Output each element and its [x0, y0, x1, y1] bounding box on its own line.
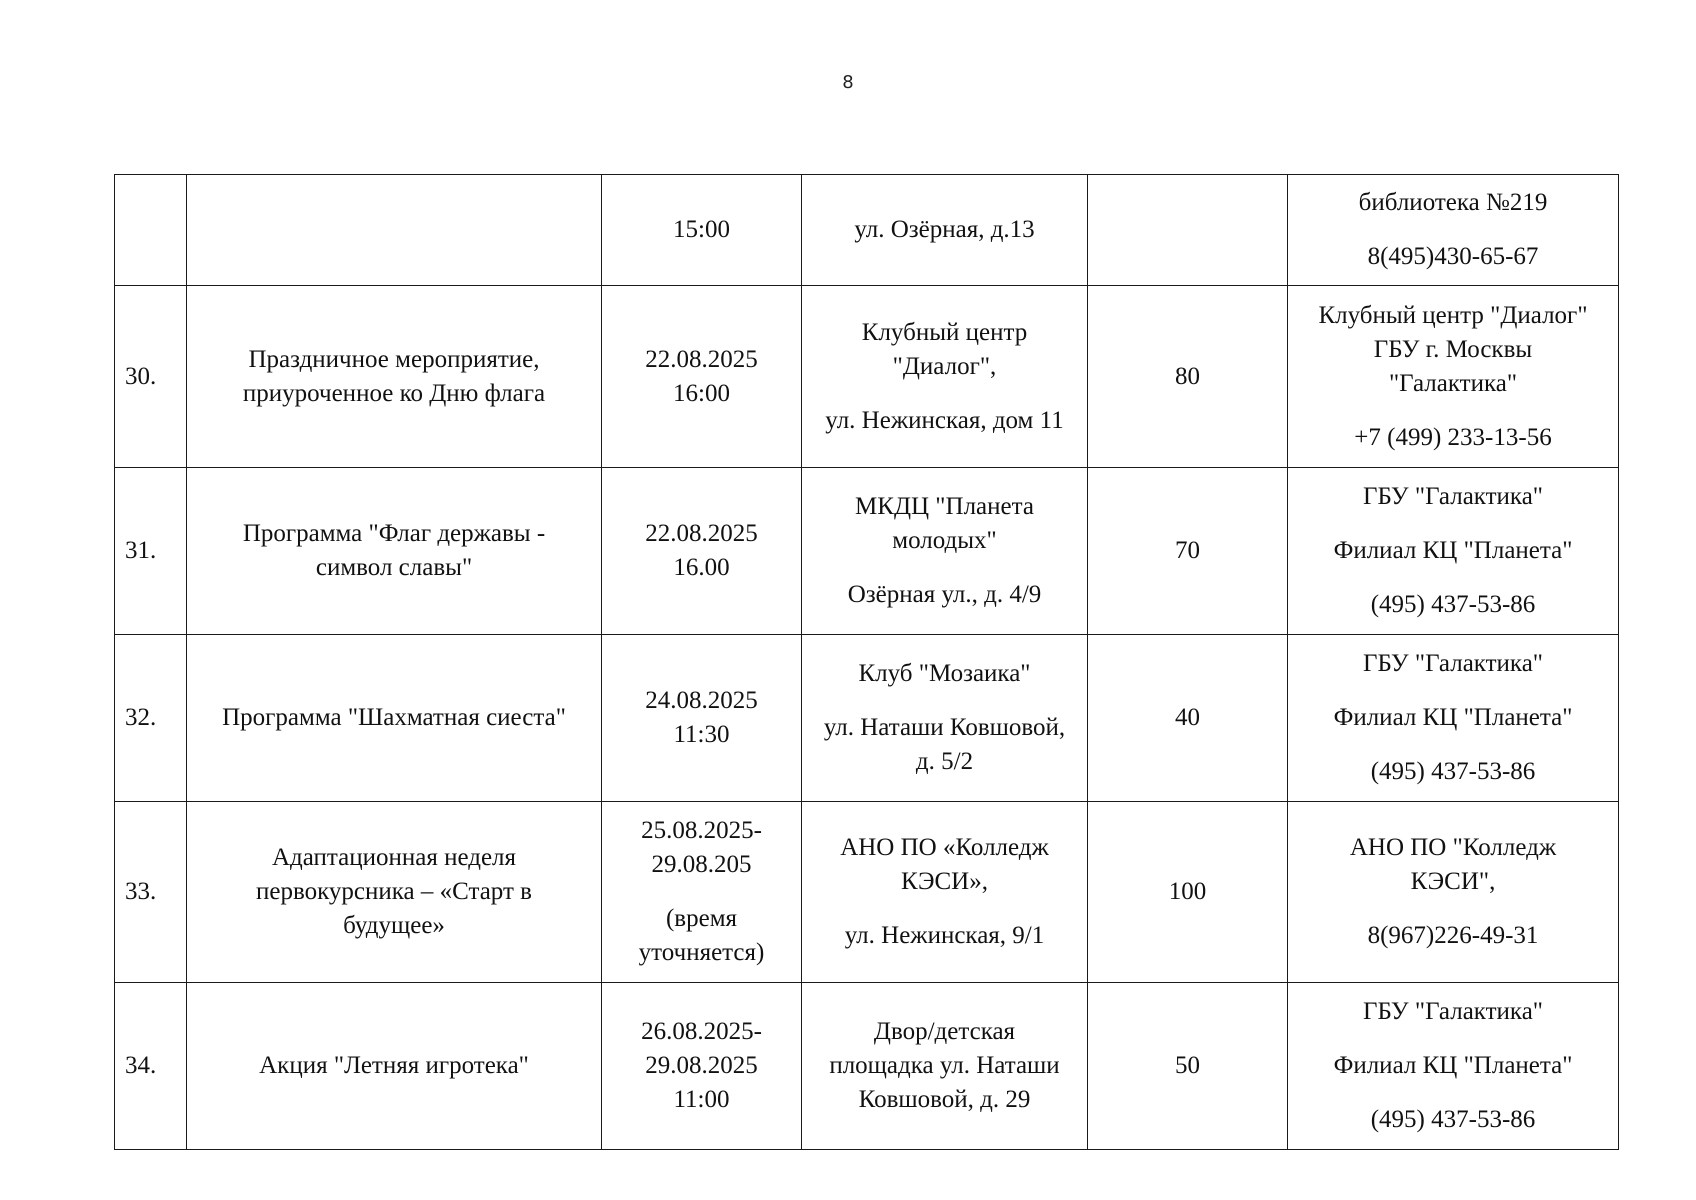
participants-count-cell: 40 — [1088, 635, 1288, 802]
cell-line: Программа "Флаг державы - — [242, 520, 546, 547]
cell-line: 26.08.2025- — [641, 1018, 762, 1045]
cell-line: 29.08.205 — [651, 851, 752, 878]
venue-cell — [802, 983, 1088, 1150]
cell-line: Филиал КЦ "Планета" — [1333, 704, 1573, 731]
cell-line: Адаптационная неделя — [271, 844, 517, 871]
participants-count-cell: 80 — [1088, 286, 1288, 468]
date-time-cell — [602, 286, 802, 468]
cell-line: 8(967)226-49-31 — [1367, 922, 1539, 949]
event-name-cell — [187, 635, 602, 802]
cell-line: Филиал КЦ "Планета" — [1333, 1052, 1573, 1079]
cell-line: "Диалог", — [892, 352, 997, 380]
line-gap — [1294, 1029, 1612, 1049]
line-gap — [1294, 568, 1612, 588]
events-table-body — [115, 175, 1619, 1150]
table-row — [115, 802, 1619, 983]
table-row — [115, 468, 1619, 635]
cell-line: первокурсника – «Старт в — [256, 878, 532, 905]
cell-line: библиотека №219 — [1358, 189, 1548, 216]
cell-line: уточняется) — [638, 939, 765, 966]
cell-line: Клубный центр "Диалог" — [1318, 301, 1588, 329]
row-number-cell: 32. — [115, 635, 187, 802]
cell-line: Филиал КЦ "Планета" — [1333, 537, 1573, 564]
cell-line: Ковшовой, д. 29 — [858, 1086, 1031, 1113]
date-time-cell — [602, 635, 802, 802]
table-row — [115, 286, 1619, 468]
date-time-cell — [602, 983, 802, 1150]
cell-line: (495) 437-53-86 — [1370, 758, 1536, 785]
line-gap — [1294, 1083, 1612, 1103]
cell-line: АНО ПО "Колледж — [1349, 834, 1557, 861]
cell-line: ГБУ "Галактика" — [1363, 998, 1543, 1025]
cell-line: д. 5/2 — [915, 748, 974, 775]
table-row — [115, 175, 1619, 286]
cell-line: ул. Озёрная, д.13 — [854, 216, 1035, 243]
cell-line: +7 (499) 233-13-56 — [1354, 423, 1552, 451]
event-name-cell — [187, 468, 602, 635]
cell-line: 8(495)430-65-67 — [1367, 243, 1539, 270]
row-number-cell: 31. — [115, 468, 187, 635]
line-gap — [1294, 514, 1612, 534]
line-gap — [808, 899, 1081, 919]
cell-line: 15:00 — [673, 216, 730, 243]
organizer-cell — [1288, 286, 1619, 468]
row-number-cell: 34. — [115, 983, 187, 1150]
cell-line: (время — [665, 905, 738, 932]
event-name-cell — [187, 175, 602, 286]
cell-line: ГБУ г. Москвы — [1373, 335, 1533, 363]
participants-count-cell — [1088, 175, 1288, 286]
venue-cell — [802, 468, 1088, 635]
cell-line: Клуб "Мозаика" — [858, 660, 1031, 687]
cell-line: площадка ул. Наташи — [829, 1052, 1060, 1079]
table-row — [115, 635, 1619, 802]
row-number-cell: 30. — [115, 286, 187, 468]
event-name-cell — [187, 802, 602, 983]
cell-line: МКДЦ "Планета — [855, 493, 1034, 520]
cell-line: Акция "Летняя игротека" — [259, 1052, 529, 1079]
row-number-cell: 33. — [115, 802, 187, 983]
cell-line: ул. Нежинская, 9/1 — [844, 922, 1045, 949]
cell-line: символ славы" — [315, 554, 473, 581]
line-gap — [1294, 401, 1612, 421]
line-gap — [1294, 735, 1612, 755]
cell-line: 16.00 — [673, 554, 730, 581]
date-time-cell — [602, 175, 802, 286]
table-row — [115, 983, 1619, 1150]
line-gap — [1294, 220, 1612, 240]
cell-line: будущее» — [343, 912, 445, 939]
cell-line: 11:30 — [673, 721, 730, 748]
cell-line: ул. Нежинская, дом 11 — [825, 406, 1064, 434]
cell-line: 25.08.2025- — [641, 817, 762, 844]
organizer-cell — [1288, 468, 1619, 635]
line-gap — [1294, 899, 1612, 919]
cell-line: 16:00 — [673, 379, 730, 407]
cell-line: приуроченное ко Дню флага — [242, 379, 546, 407]
cell-line: Озёрная ул., д. 4/9 — [847, 581, 1042, 608]
cell-line: КЭСИ», — [901, 868, 988, 895]
line-gap — [808, 558, 1081, 578]
cell-line: ГБУ "Галактика" — [1363, 483, 1543, 510]
cell-line: КЭСИ", — [1410, 868, 1496, 895]
line-gap — [808, 384, 1081, 404]
organizer-cell — [1288, 175, 1619, 286]
organizer-cell — [1288, 635, 1619, 802]
venue-cell — [802, 802, 1088, 983]
line-gap — [808, 691, 1081, 711]
participants-count-cell: 70 — [1088, 468, 1288, 635]
date-time-cell — [602, 468, 802, 635]
cell-line: 24.08.2025 — [645, 687, 758, 714]
cell-line: (495) 437-53-86 — [1370, 1106, 1536, 1133]
participants-count-cell: 100 — [1088, 802, 1288, 983]
organizer-cell — [1288, 802, 1619, 983]
participants-count-cell: 50 — [1088, 983, 1288, 1150]
page-number: 8 — [842, 72, 854, 93]
venue-cell — [802, 175, 1088, 286]
cell-line: Двор/детская — [873, 1018, 1016, 1045]
cell-line: (495) 437-53-86 — [1370, 591, 1536, 618]
event-name-cell — [187, 286, 602, 468]
cell-line: 22.08.2025 — [645, 345, 758, 373]
cell-line: 29.08.2025 — [645, 1052, 758, 1079]
cell-line: ГБУ "Галактика" — [1363, 650, 1543, 677]
cell-line: 22.08.2025 — [645, 520, 758, 547]
line-gap — [1294, 681, 1612, 701]
cell-line: Программа "Шахматная сиеста" — [222, 704, 566, 731]
line-gap — [608, 882, 795, 902]
row-number-cell — [115, 175, 187, 286]
cell-line: молодых" — [892, 527, 997, 554]
cell-line: ул. Наташи Ковшовой, — [823, 714, 1066, 741]
cell-line: АНО ПО «Колледж — [840, 834, 1049, 861]
cell-line: Клубный центр — [861, 318, 1028, 346]
cell-line: "Галактика" — [1388, 369, 1518, 397]
event-name-cell — [187, 983, 602, 1150]
events-table — [114, 174, 1619, 1150]
cell-line: Праздничное мероприятие, — [248, 345, 540, 373]
venue-cell — [802, 286, 1088, 468]
venue-cell — [802, 635, 1088, 802]
cell-line: 11:00 — [673, 1086, 730, 1113]
date-time-cell — [602, 802, 802, 983]
organizer-cell — [1288, 983, 1619, 1150]
